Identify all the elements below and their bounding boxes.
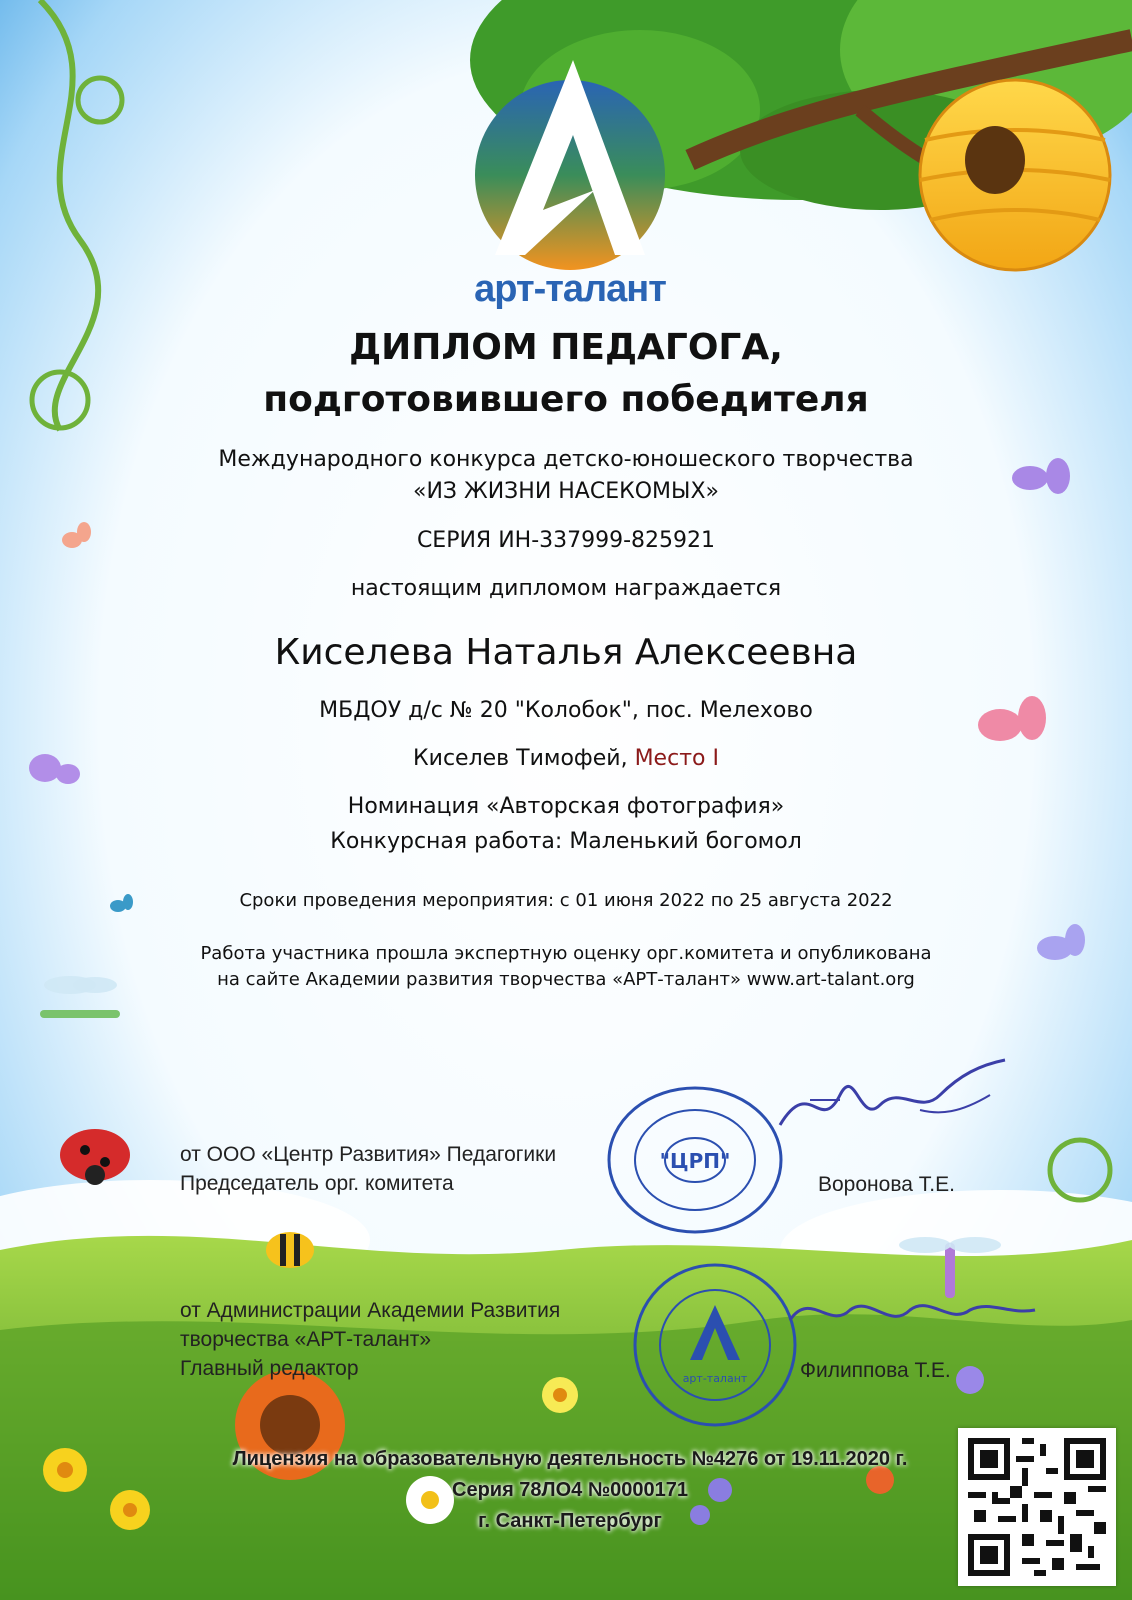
nomination: Номинация «Авторская фотография» [347, 794, 785, 819]
signer-1-org-line-2: Председатель орг. комитета [180, 1172, 454, 1195]
series: СЕРИЯ ИН-337999-825921 [416, 528, 716, 553]
signer-2-name: Филиппова Т.Е. [800, 1359, 951, 1382]
signature-1 [770, 1055, 1010, 1145]
signer-1-org [180, 1140, 556, 1198]
signature-2 [780, 1280, 1040, 1350]
signer-1-org-line-1: от ООО «Центр Развития» Педагогики [180, 1143, 557, 1166]
signer-1-name: Воронова Т.Е. [818, 1173, 955, 1196]
stamp-art-talant [630, 1260, 800, 1430]
review-line-1: Работа участника прошла экспертную оценку орг.комитета и опубликована [200, 943, 932, 964]
signer-2-org [180, 1296, 560, 1383]
work-title: Конкурсная работа: Маленький богомол [330, 829, 802, 854]
logo [455, 40, 685, 315]
stamp-crp [605, 1085, 785, 1235]
title-line-2: подготовившего победителя [263, 379, 869, 420]
stamp-2-text: арт-талант [682, 1372, 748, 1385]
stamp-1-text: "ЦРП" [659, 1149, 731, 1173]
student-place: Место I [634, 746, 719, 771]
student-line [0, 742, 1132, 775]
organization: МБДОУ д/с № 20 "Колобок", пос. Мелехово [319, 698, 813, 723]
license-line-1: Лицензия на образовательную деятельность №4276 от 19.11.2020 г. [232, 1448, 908, 1470]
student-name: Киселев Тимофей, [413, 746, 628, 771]
license-line-2: Серия 78ЛО4 №0000171 [452, 1479, 688, 1501]
contest-line-1: Международного конкурса детско-юношеского творчества [218, 447, 914, 472]
qr-code[interactable] [958, 1428, 1116, 1586]
recipient-name: Киселева Наталья Алексеевна [274, 632, 858, 673]
art-talant-logo-icon [455, 40, 685, 270]
license-line-3: г. Санкт-Петербург [478, 1510, 662, 1532]
signer-2-org-line-2: творчества «АРТ-талант» [180, 1328, 432, 1351]
signer-2-org-line-3: Главный редактор [180, 1357, 359, 1380]
title-line-1: ДИПЛОМ ПЕДАГОГА, [349, 327, 783, 368]
review-line-2: на сайте Академии развития творчества «АРТ-талант» www.art-talant.org [217, 969, 915, 990]
awarded-text: настоящим дипломом награждается [350, 576, 782, 601]
contest-line-2: «ИЗ ЖИЗНИ НАСЕКОМЫХ» [413, 479, 719, 504]
event-dates: Сроки проведения мероприятия: с 01 июня 2022 по 25 августа 2022 [239, 890, 893, 911]
signer-2-org-line-1: от Администрации Академии Развития [180, 1299, 561, 1322]
logo-brand-text: арт-талант [474, 268, 666, 310]
qr-code-icon [962, 1432, 1112, 1582]
